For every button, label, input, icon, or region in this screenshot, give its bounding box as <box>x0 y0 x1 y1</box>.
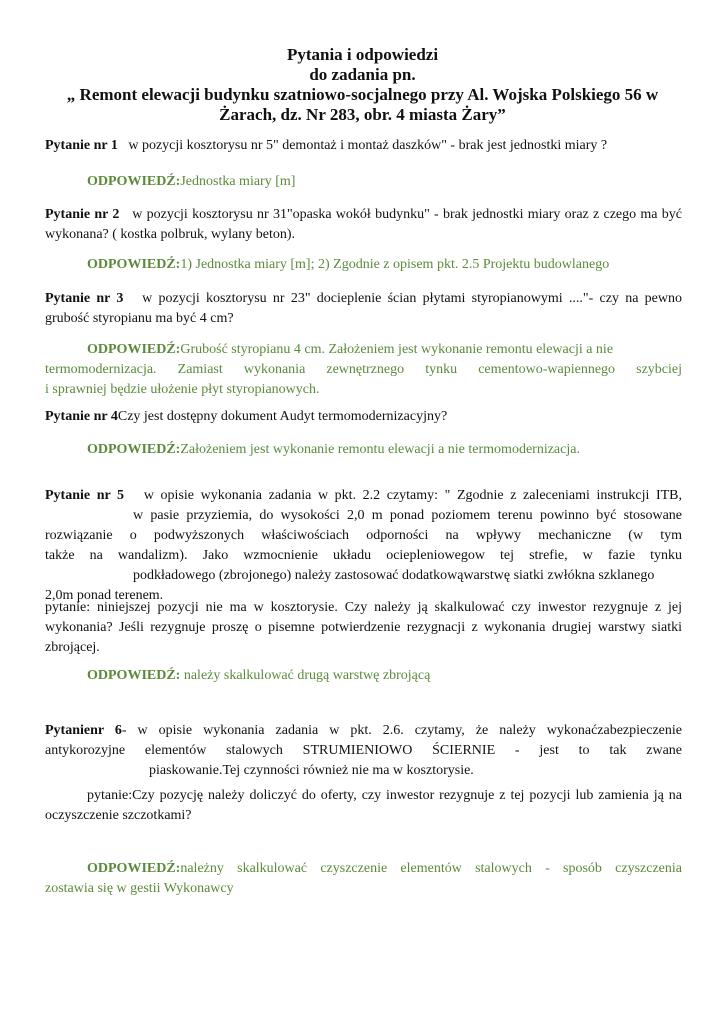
answer-3 <box>45 340 682 400</box>
question-text: w pozycji kosztorysu nr 5" demontaż i montaż daszków" - brak jest jednostki miary ? <box>128 138 608 153</box>
question-1 <box>45 136 682 156</box>
question-text: w pasie przyziemia, do wysokości 2,0 m ponad poziomem terenu powinno być stosowane <box>133 508 682 523</box>
answer-label: ODPOWIEDŹ: <box>87 174 181 189</box>
answer-text: i sprawniej będzie ułożenie płyt styropianowych. <box>45 382 320 397</box>
question-text: rozwiązanie o podwyższonych właściwościach odporności na wpływy mechaniczne (w tym <box>45 528 682 543</box>
answer-text: Jednostka miary [m] <box>180 174 296 189</box>
question-5 <box>45 486 682 606</box>
answer-text: 1) Jednostka miary [m]; 2) Zgodnie z opisem pkt. 2.5 Projektu budowlanego <box>180 257 610 272</box>
question-2 <box>45 205 682 245</box>
question-text: podkładowego (zbrojonego) należy zastosować dodatkowąwarstwę siatki zwłókna szklanego <box>133 568 655 583</box>
question-text: Czy jest dostępny dokument Audyt termomodernizacyjny? <box>117 409 448 424</box>
answer-text: Założeniem jest wykonanie remontu elewacji a nie termomodernizacja. <box>180 442 580 457</box>
question-text: antykorozyjne elementów stalowych STRUMIENIOWO ŚCIERNIE - jest to tak zwane <box>45 743 682 758</box>
answer-text: Grubość styropianu 4 cm. Założeniem jest wykonanie remontu elewacji a nie <box>180 342 614 357</box>
title-line: „ Remont elewacji budynku szatniowo-socjalnego przy Al. Wojska Polskiego 56 w <box>66 85 659 104</box>
document-title <box>0 0 725 125</box>
answer-label: ODPOWIEDŹ: <box>87 342 181 357</box>
question-6-followup: pytanie:Czy pozycję należy doliczyć do oferty, czy inwestor rezygnuje z tej pozycji lub zamienia ją na oczyszczenie szczotkami? <box>45 788 682 823</box>
answer-label: ODPOWIEDŹ: <box>87 442 181 457</box>
question-4 <box>45 407 682 427</box>
answer-5 <box>45 666 682 686</box>
answer-6 <box>45 859 682 899</box>
answer-label: ODPOWIEDŹ: <box>87 668 181 683</box>
title-line: Pytania i odpowiedzi <box>286 45 439 64</box>
question-text: piaskowanie.Tej czynności również nie ma w kosztorysie. <box>149 763 474 778</box>
question-text: w pozycji kosztorysu nr 31"opaska wokół budynku" - brak jednostki miary oraz z czego ma być wykonana? ( kostka polbruk, wylany beton). <box>45 207 683 242</box>
title-line: Żarach, dz. Nr 283, obr. 4 miasta Żary” <box>219 105 506 124</box>
question-6 <box>45 721 682 781</box>
answer-4 <box>45 440 682 460</box>
answer-1 <box>45 172 682 192</box>
title-line: do zadania pn. <box>309 65 416 84</box>
question-5-followup: pytanie: niniejszej pozycji nie ma w kosztorysie. Czy należy ją skalkulować czy inwestor rezygnuje z jej wykonania? Jeśli rezygnuje proszę o pisemne potwierdzenie rezygnacji z wykonania drugiej warstwy siatki zbrojącej. <box>45 600 682 655</box>
question-label: Pytanie nr 4 <box>45 409 118 424</box>
answer-2 <box>45 255 682 275</box>
question-text: także na wandalizm). Jako wzmocnienie układu ociepleniowegow tej strefie, w fazie tynku <box>45 548 682 563</box>
answer-label: ODPOWIEDŹ: <box>87 257 181 272</box>
question-text: 2,0m ponad terenem. <box>45 588 164 603</box>
question-label: Pytanie nr 5 <box>45 488 125 503</box>
question-label: Pytanie nr 3 <box>45 291 124 306</box>
answer-text: zostawia się w gestii Wykonawcy <box>45 881 234 896</box>
question-text: - w opisie wykonania zadania w pkt. 2.6. czytamy, że należy wykonaćzabezpieczenie <box>121 723 682 738</box>
question-text: w opisie wykonania zadania w pkt. 2.2 czytamy: " Zgodnie z zaleceniami instrukcji ITB, <box>143 488 682 503</box>
answer-text: należy skalkulować drugą warstwę zbrojącą <box>180 668 431 683</box>
question-label: Pytanie nr 2 <box>45 207 120 222</box>
answer-text: należny skalkulować czyszczenie elementów stalowych - sposób czyszczenia <box>180 861 682 876</box>
question-label: Pytanienr 6 <box>45 723 122 738</box>
question-3 <box>45 289 682 329</box>
question-label: Pytanie nr 1 <box>45 138 118 153</box>
answer-label: ODPOWIEDŹ: <box>87 861 181 876</box>
answer-text: termomodernizacja. Zamiast wykonania zewnętrznego tynku cementowo-wapiennego szybciej <box>45 362 682 377</box>
question-text: w pozycji kosztorysu nr 23" docieplenie ścian płytami styropianowymi ...."- czy na pewno grubość styropianu ma być 4 cm? <box>45 291 682 326</box>
